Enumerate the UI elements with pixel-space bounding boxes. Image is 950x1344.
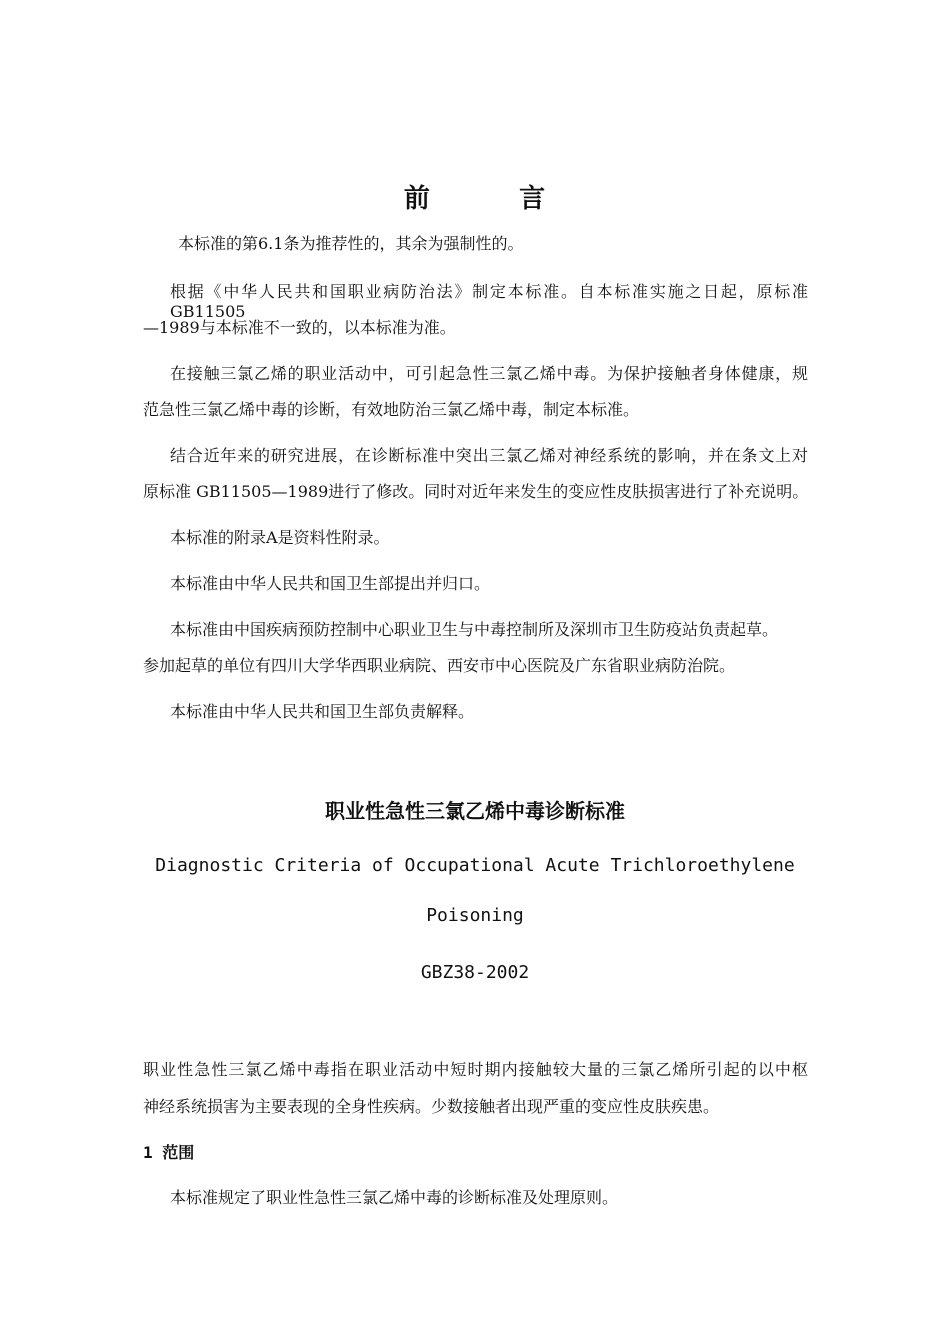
foreword-paragraph-7-line-1: 本标准由中国疾病预防控制中心职业卫生与中毒控制所及深圳市卫生防疫站负责起草。 (170, 620, 779, 639)
intro-line-1: 职业性急性三氯乙烯中毒指在职业活动中短时期内接触较大量的三氯乙烯所引起的以中枢 (143, 1060, 808, 1079)
foreword-heading (0, 178, 950, 215)
foreword-paragraph-3-line-2: 范急性三氯乙烯中毒的诊断，有效地防治三氯乙烯中毒，制定本标准。 (143, 400, 640, 419)
standard-title-cn: 职业性急性三氯乙烯中毒诊断标准 (325, 799, 625, 823)
foreword-paragraph-8: 本标准由中华人民共和国卫生部负责解释。 (170, 702, 475, 721)
heading-char-1: 前 (403, 184, 431, 214)
foreword-paragraph-7-line-2: 参加起草的单位有四川大学华西职业病院、西安市中心医院及广东省职业病防治院。 (143, 656, 736, 675)
foreword-paragraph-6: 本标准由中华人民共和国卫生部提出并归口。 (170, 574, 491, 593)
foreword-paragraph-2-line-2: —1989与本标准不一致的，以本标准为准。 (143, 318, 456, 337)
standard-code: GBZ38-2002 (420, 962, 530, 983)
section-1-text: 本标准规定了职业性急性三氯乙烯中毒的诊断标准及处理原则。 (170, 1188, 619, 1207)
section-1-title: 1 范围 (143, 1143, 195, 1162)
foreword-paragraph-4-line-2: 原标准 GB11505—1989进行了修改。同时对近年来发生的变应性皮肤损害进行了补充说明。 (143, 482, 809, 501)
foreword-paragraph-4-line-1: 结合近年来的研究进展，在诊断标准中突出三氯乙烯对神经系统的影响，并在条文上对 (170, 446, 808, 465)
standard-title-en-line-2: Poisoning (426, 905, 524, 926)
foreword-paragraph-1: 本标准的第6.1条为推荐性的，其余为强制性的。 (178, 234, 524, 253)
foreword-paragraph-2-line-1: 根据《中华人民共和国职业病防治法》制定本标准。自本标准实施之日起，原标准GB11505 (170, 282, 808, 321)
foreword-paragraph-5: 本标准的附录A是资料性附录。 (170, 528, 390, 547)
heading-char-2: 言 (519, 184, 547, 214)
standard-title-en-line-1: Diagnostic Criteria of Occupational Acute Trichloroethylene (155, 855, 795, 876)
intro-line-2: 神经系统损害为主要表现的全身性疾病。少数接触者出现严重的变应性皮肤疾患。 (143, 1097, 720, 1116)
foreword-paragraph-3-line-1: 在接触三氯乙烯的职业活动中，可引起急性三氯乙烯中毒。为保护接触者身体健康，规 (170, 364, 808, 383)
